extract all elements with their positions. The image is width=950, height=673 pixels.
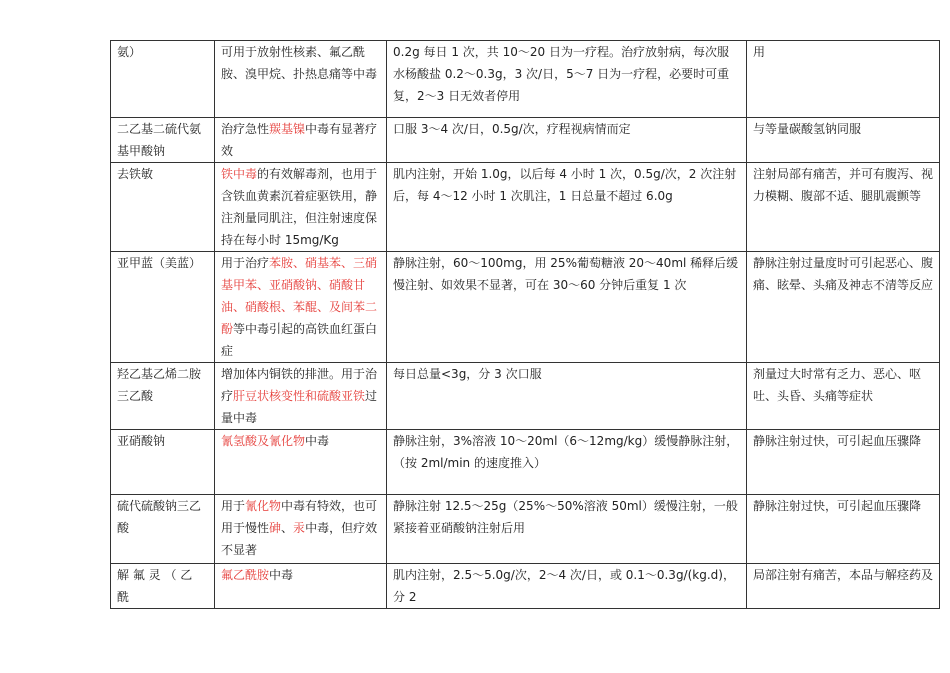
indication-cell <box>215 163 387 252</box>
table-row <box>111 41 940 118</box>
table-row <box>111 163 940 252</box>
side-effect-cell <box>747 118 940 163</box>
highlighted-poison-text: 苯胺、硝基苯、三硝基甲苯、亚硝酸钠、硝酸甘油、硝酸根、苯醌、及间苯二酚 <box>221 256 378 336</box>
highlighted-poison-text: 砷 <box>269 521 282 535</box>
indication-text: 中毒有特效，也可用于慢性 <box>221 499 378 535</box>
side-effect-text: 静脉注射过快，可引起血压骤降 <box>753 499 922 513</box>
table-row <box>111 252 940 363</box>
indication-text: 过量中毒 <box>221 389 378 425</box>
dosage-cell: 0.2g 每日 1 次，共 10～20 日为一疗程。治疗放射病，每次服水杨酸盐 0.2～0.3g，3 次/日，5～7 日为一疗程，必要时可重复，2～3 日无效者停用 <box>387 41 747 118</box>
indication-text: 用于治疗 <box>221 256 270 270</box>
highlighted-poison-text: 肝豆状核变性和硫酸亚铁 <box>233 389 366 403</box>
dosage-cell: 肌内注射，2.5～5.0g/次，2～4 次/日，或 0.1～0.3g/(kg.d)，分 2 <box>387 564 747 609</box>
drug-name-cell: 解 氟 灵 （ 乙 酰 <box>111 564 215 609</box>
highlighted-poison-text: 氰氢酸及氰化物 <box>221 434 306 448</box>
indication-text: 中毒有显著疗效 <box>221 122 378 158</box>
indication-text: 增加体内铜铁的排泄。用于治疗 <box>221 367 378 403</box>
side-effect-cell <box>747 252 940 363</box>
indication-cell <box>215 41 387 118</box>
side-effect-text: 注射局部有痛苦，并可有腹泻、视力模糊、腹部不适、腿肌震颤等 <box>753 167 934 203</box>
indication-text: 的有效解毒剂，也用于含铁血黄素沉着症驱铁用，静注剂量同肌注，但注射速度保持在每小时 15mg/Kg <box>221 167 378 247</box>
highlighted-poison-text: 氟乙酰胺 <box>221 568 270 582</box>
drug-name-cell: 羟乙基乙烯二胺三乙酸 <box>111 363 215 430</box>
side-effect-text: 静脉注射过量度时可引起恶心、腹痛、眩晕、头痛及神志不清等反应 <box>753 256 934 292</box>
dosage-cell: 肌内注射，开始 1.0g，以后每 4 小时 1 次，0.5g/次，2 次注射后，每 4～12 小时 1 次肌注，1 日总量不超过 6.0g <box>387 163 747 252</box>
indication-cell <box>215 363 387 430</box>
drug-name-cell: 亚硝酸钠 <box>111 430 215 495</box>
antidote-table <box>110 40 940 609</box>
highlighted-poison-text: 铁中毒 <box>221 167 258 181</box>
indication-text: 中毒 <box>269 568 294 582</box>
side-effect-cell <box>747 564 940 609</box>
indication-text: 等中毒引起的高铁血红蛋白症 <box>221 322 378 358</box>
indication-cell <box>215 495 387 564</box>
indication-cell <box>215 252 387 363</box>
indication-cell <box>215 564 387 609</box>
dosage-cell: 静脉注射 12.5～25g（25%～50%溶液 50ml）缓慢注射，一般紧接着亚硝酸钠注射后用 <box>387 495 747 564</box>
side-effect-text: 用 <box>753 45 766 59</box>
drug-name-cell: 去铁敏 <box>111 163 215 252</box>
side-effect-text: 局部注射有痛苦，本品与解痉药及 <box>753 568 934 582</box>
highlighted-poison-text: 羰基镍 <box>269 122 306 136</box>
antidote-table-body <box>111 41 940 609</box>
side-effect-text: 与等量碳酸氢钠同服 <box>753 122 862 136</box>
indication-text: 可用于放射性核素、氟乙酰胺、溴甲烷、扑热息痛等中毒 <box>221 45 378 81</box>
side-effect-cell <box>747 41 940 118</box>
indication-text: 中毒，但疗效不显著 <box>221 521 378 557</box>
drug-name-cell: 二乙基二硫代氨基甲酸钠 <box>111 118 215 163</box>
side-effect-cell <box>747 430 940 495</box>
drug-name-cell: 硫代硫酸钠三乙酸 <box>111 495 215 564</box>
dosage-cell: 每日总量<3g，分 3 次口服 <box>387 363 747 430</box>
indication-text: 治疗急性 <box>221 122 270 136</box>
dosage-cell: 静脉注射，3%溶液 10～20ml（6～12mg/kg）缓慢静脉注射，（按 2ml/min 的速度推入） <box>387 430 747 495</box>
side-effect-text: 静脉注射过快，可引起血压骤降 <box>753 434 922 448</box>
dosage-cell: 静脉注射，60～100mg，用 25%葡萄糖液 20～40ml 稀释后缓慢注射、如效果不显著，可在 30～60 分钟后重复 1 次 <box>387 252 747 363</box>
side-effect-text: 剂量过大时常有乏力、恶心、呕吐、头昏、头痛等症状 <box>753 367 922 403</box>
indication-cell <box>215 430 387 495</box>
indication-text: 用于 <box>221 499 246 513</box>
table-row <box>111 363 940 430</box>
highlighted-poison-text: 汞 <box>293 521 306 535</box>
table-row <box>111 430 940 495</box>
table-row <box>111 564 940 609</box>
indication-text: 中毒 <box>305 434 330 448</box>
dosage-cell: 口服 3～4 次/日，0.5g/次，疗程视病情而定 <box>387 118 747 163</box>
table-row <box>111 495 940 564</box>
indication-text: 、 <box>281 521 294 535</box>
side-effect-cell <box>747 495 940 564</box>
drug-name-cell: 亚甲蓝（美蓝） <box>111 252 215 363</box>
table-row <box>111 118 940 163</box>
indication-cell <box>215 118 387 163</box>
highlighted-poison-text: 氰化物 <box>245 499 282 513</box>
side-effect-cell <box>747 363 940 430</box>
side-effect-cell <box>747 163 940 252</box>
drug-name-cell: 氨） <box>111 41 215 118</box>
